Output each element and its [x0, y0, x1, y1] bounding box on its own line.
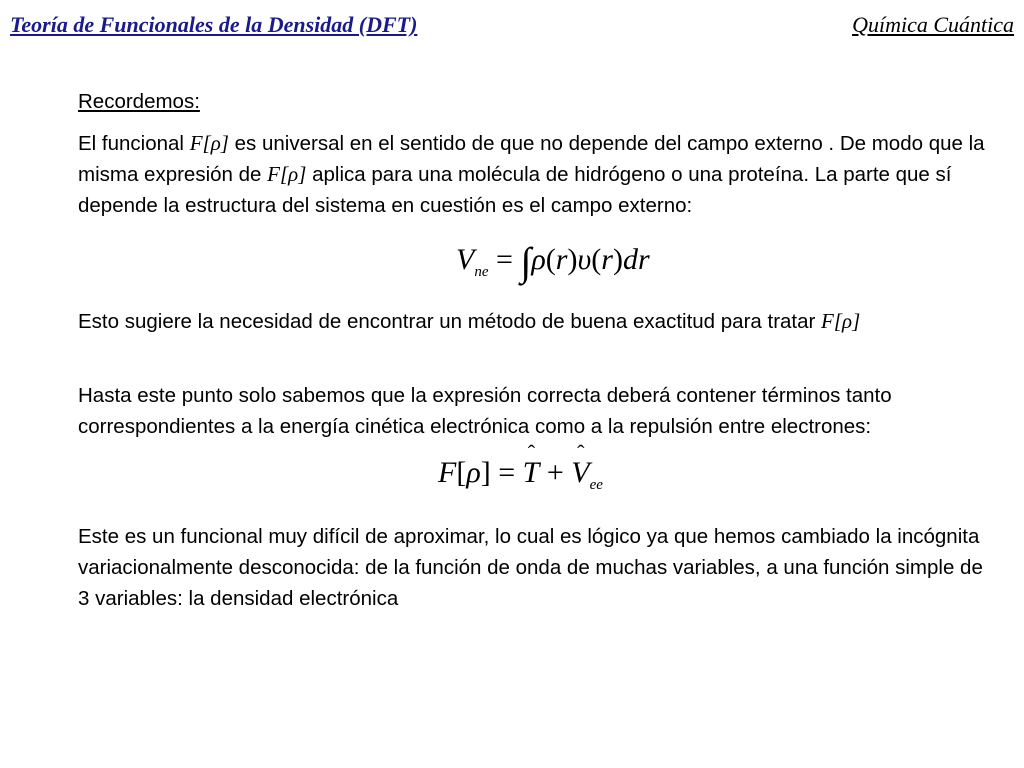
eq2-F: F — [438, 456, 457, 489]
paragraph-functional-universal — [78, 128, 988, 221]
equation-external-potential — [456, 238, 650, 285]
recap-heading: Recordemos: — [78, 90, 200, 113]
eq1-r-1: r — [555, 243, 568, 276]
slide-title: Teoría de Funcionales de la Densidad (DFT) — [10, 12, 418, 37]
paragraph-difficulty: Este es un funcional muy difícil de aproximar, lo cual es lógico ya que hemos cambiado la incógnita variacionalmente desconocida: de la función de onda de muchas variables, a una función simple de 3 variables: la densidad electrónica — [78, 525, 983, 610]
eq2-lbracket: [ — [456, 456, 467, 489]
eq1-rparen-1: ) — [567, 243, 578, 276]
eq2-plus: + — [539, 456, 572, 489]
eq1-dr: dr — [622, 243, 650, 276]
eq1-lparen-2: ( — [591, 243, 602, 276]
eq1-rparen-2: ) — [612, 243, 623, 276]
eq1-equals: = — [488, 243, 521, 276]
eq2-equals: = — [490, 456, 523, 489]
repulsion-operator-V-hat: ˆ V — [571, 456, 589, 490]
p1-text-b: es universal en el sentido de que no depende del campo externo . De modo que la misma expresión de — [78, 132, 985, 186]
eq2-V-subscript: ee — [589, 477, 603, 493]
functional-symbol: F[ρ] — [267, 162, 307, 186]
eq2-rho: ρ — [466, 456, 481, 489]
p1-text-a: El funcional — [78, 132, 190, 155]
p2-text: Esto sugiere la necesidad de encontrar un método de buena exactitud para tratar — [78, 310, 822, 333]
equation-functional-decomposition — [438, 456, 603, 494]
kinetic-operator-T-hat: ˆ T — [523, 456, 540, 490]
eq1-r-2: r — [601, 243, 613, 276]
eq1-lparen-1: ( — [545, 243, 556, 276]
integral-sign: ∫ — [520, 239, 532, 284]
p1-text-c: aplica para una molécula de hidrógeno o una proteína. La parte que sí depende la estructura del sistema en cuestión es el campo externo: — [78, 163, 952, 217]
eq1-lhs-subscript: ne — [474, 264, 489, 280]
paragraph-kinetic-repulsion: Hasta este punto solo sabemos que la expresión correcta deberá contener términos tanto correspondientes a la energía cinética electrónica como a la repulsión entre electrones: — [78, 384, 892, 438]
eq1-lhs: V — [456, 243, 475, 276]
paragraph-accuracy-need — [78, 306, 988, 337]
functional-symbol: F[ρ] — [189, 131, 229, 155]
eq1-rho: ρ — [531, 243, 546, 276]
course-title: Química Cuántica — [852, 12, 1014, 37]
eq2-rbracket: ] — [480, 456, 491, 489]
functional-symbol: F[ρ] — [821, 309, 861, 333]
eq1-upsilon: υ — [577, 243, 592, 276]
